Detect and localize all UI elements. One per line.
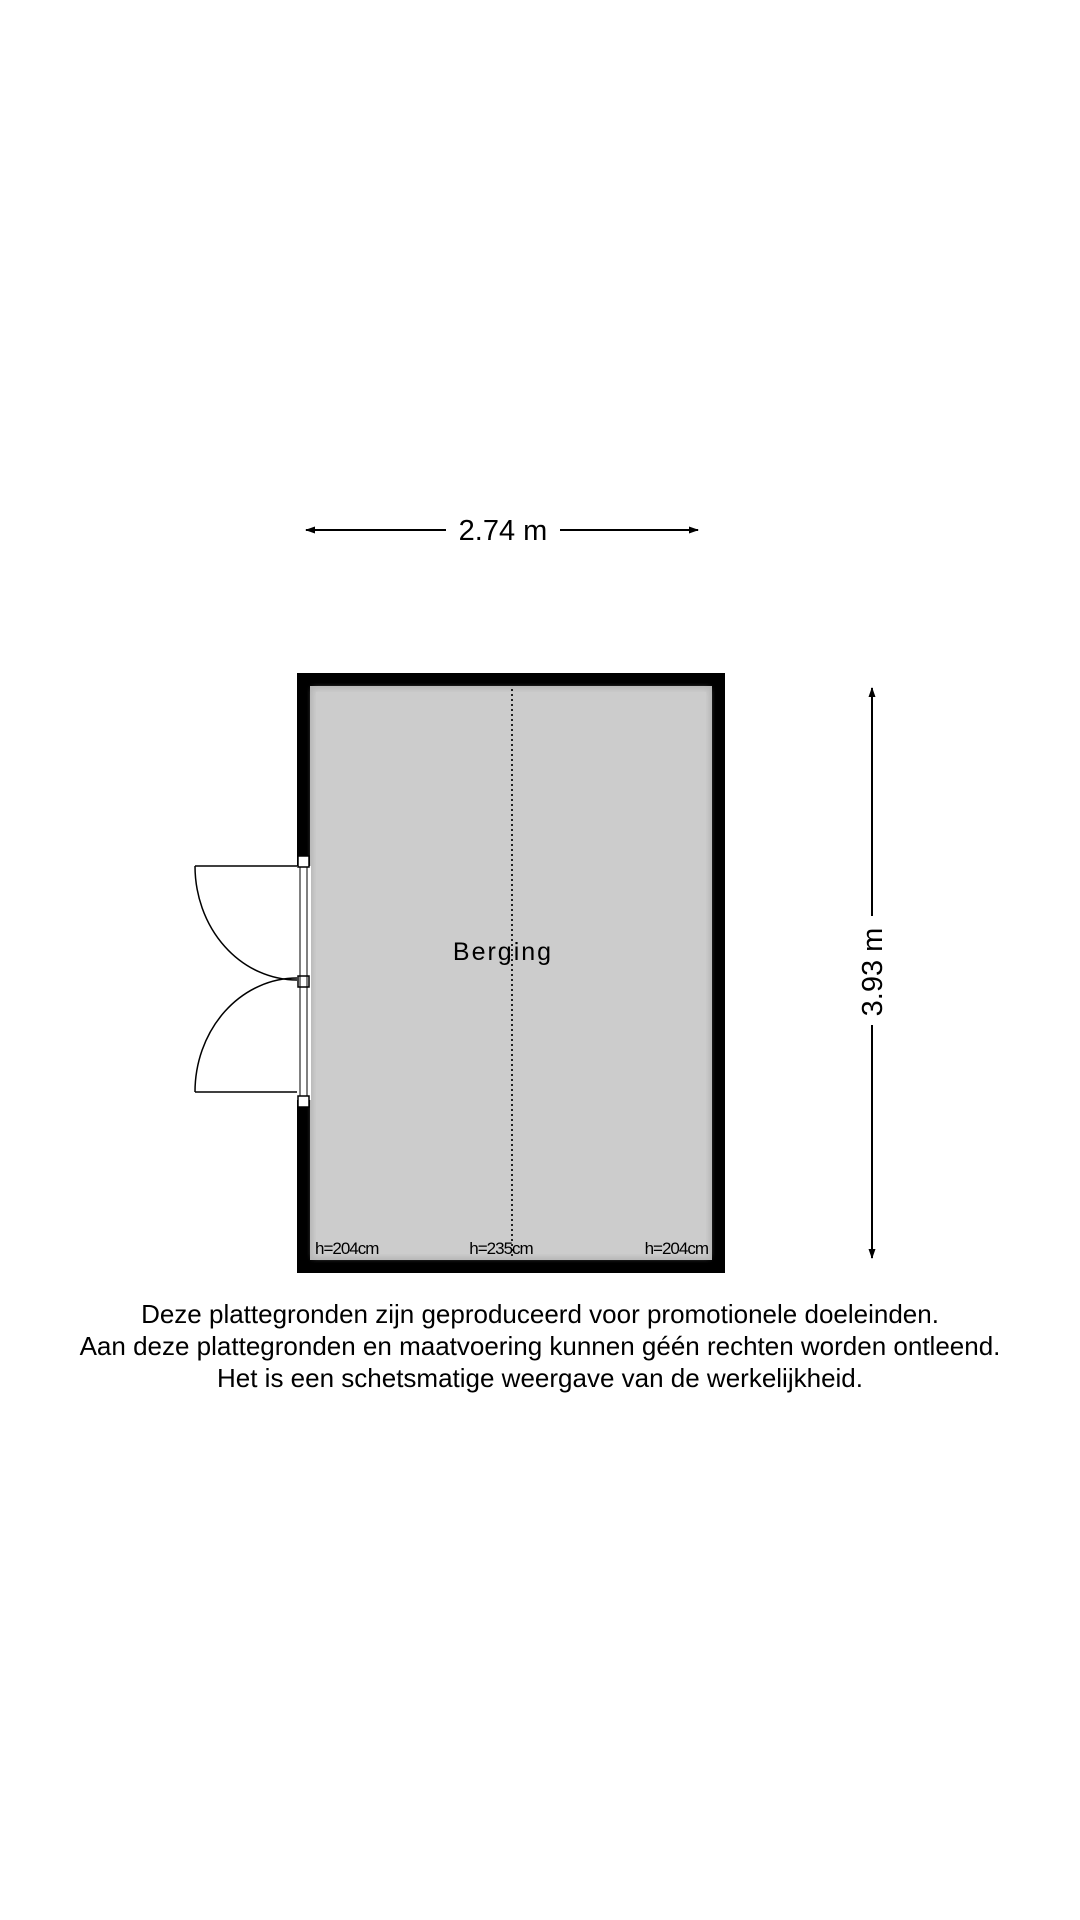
height-label-left: h=204cm xyxy=(315,1239,379,1258)
disclaimer-line: Aan deze plattegronden en maatvoering kunnen géén rechten worden ontleend. xyxy=(79,1331,1001,1361)
door-swing-lower xyxy=(195,978,297,1092)
disclaimer-line: Het is een schetsmatige weergave van de werkelijkheid. xyxy=(216,1363,863,1393)
disclaimer xyxy=(0,1298,1080,1394)
width-dimension xyxy=(306,515,698,547)
room-label: Berging xyxy=(452,938,554,966)
height-label-right: h=204cm xyxy=(644,1239,708,1258)
door-frame-top xyxy=(298,856,309,867)
width-dimension-label: 2.74 m xyxy=(458,515,548,547)
depth-dimension xyxy=(857,688,889,1258)
disclaimer-line: Deze plattegronden zijn geproduceerd voor promotionele doeleinden. xyxy=(141,1299,939,1329)
height-label-center: h=235cm xyxy=(469,1239,533,1258)
depth-dimension-label: 3.93 m xyxy=(857,927,889,1017)
door-swing-upper xyxy=(195,866,297,980)
door-frame-bottom xyxy=(298,1096,309,1107)
double-door xyxy=(195,856,311,1107)
